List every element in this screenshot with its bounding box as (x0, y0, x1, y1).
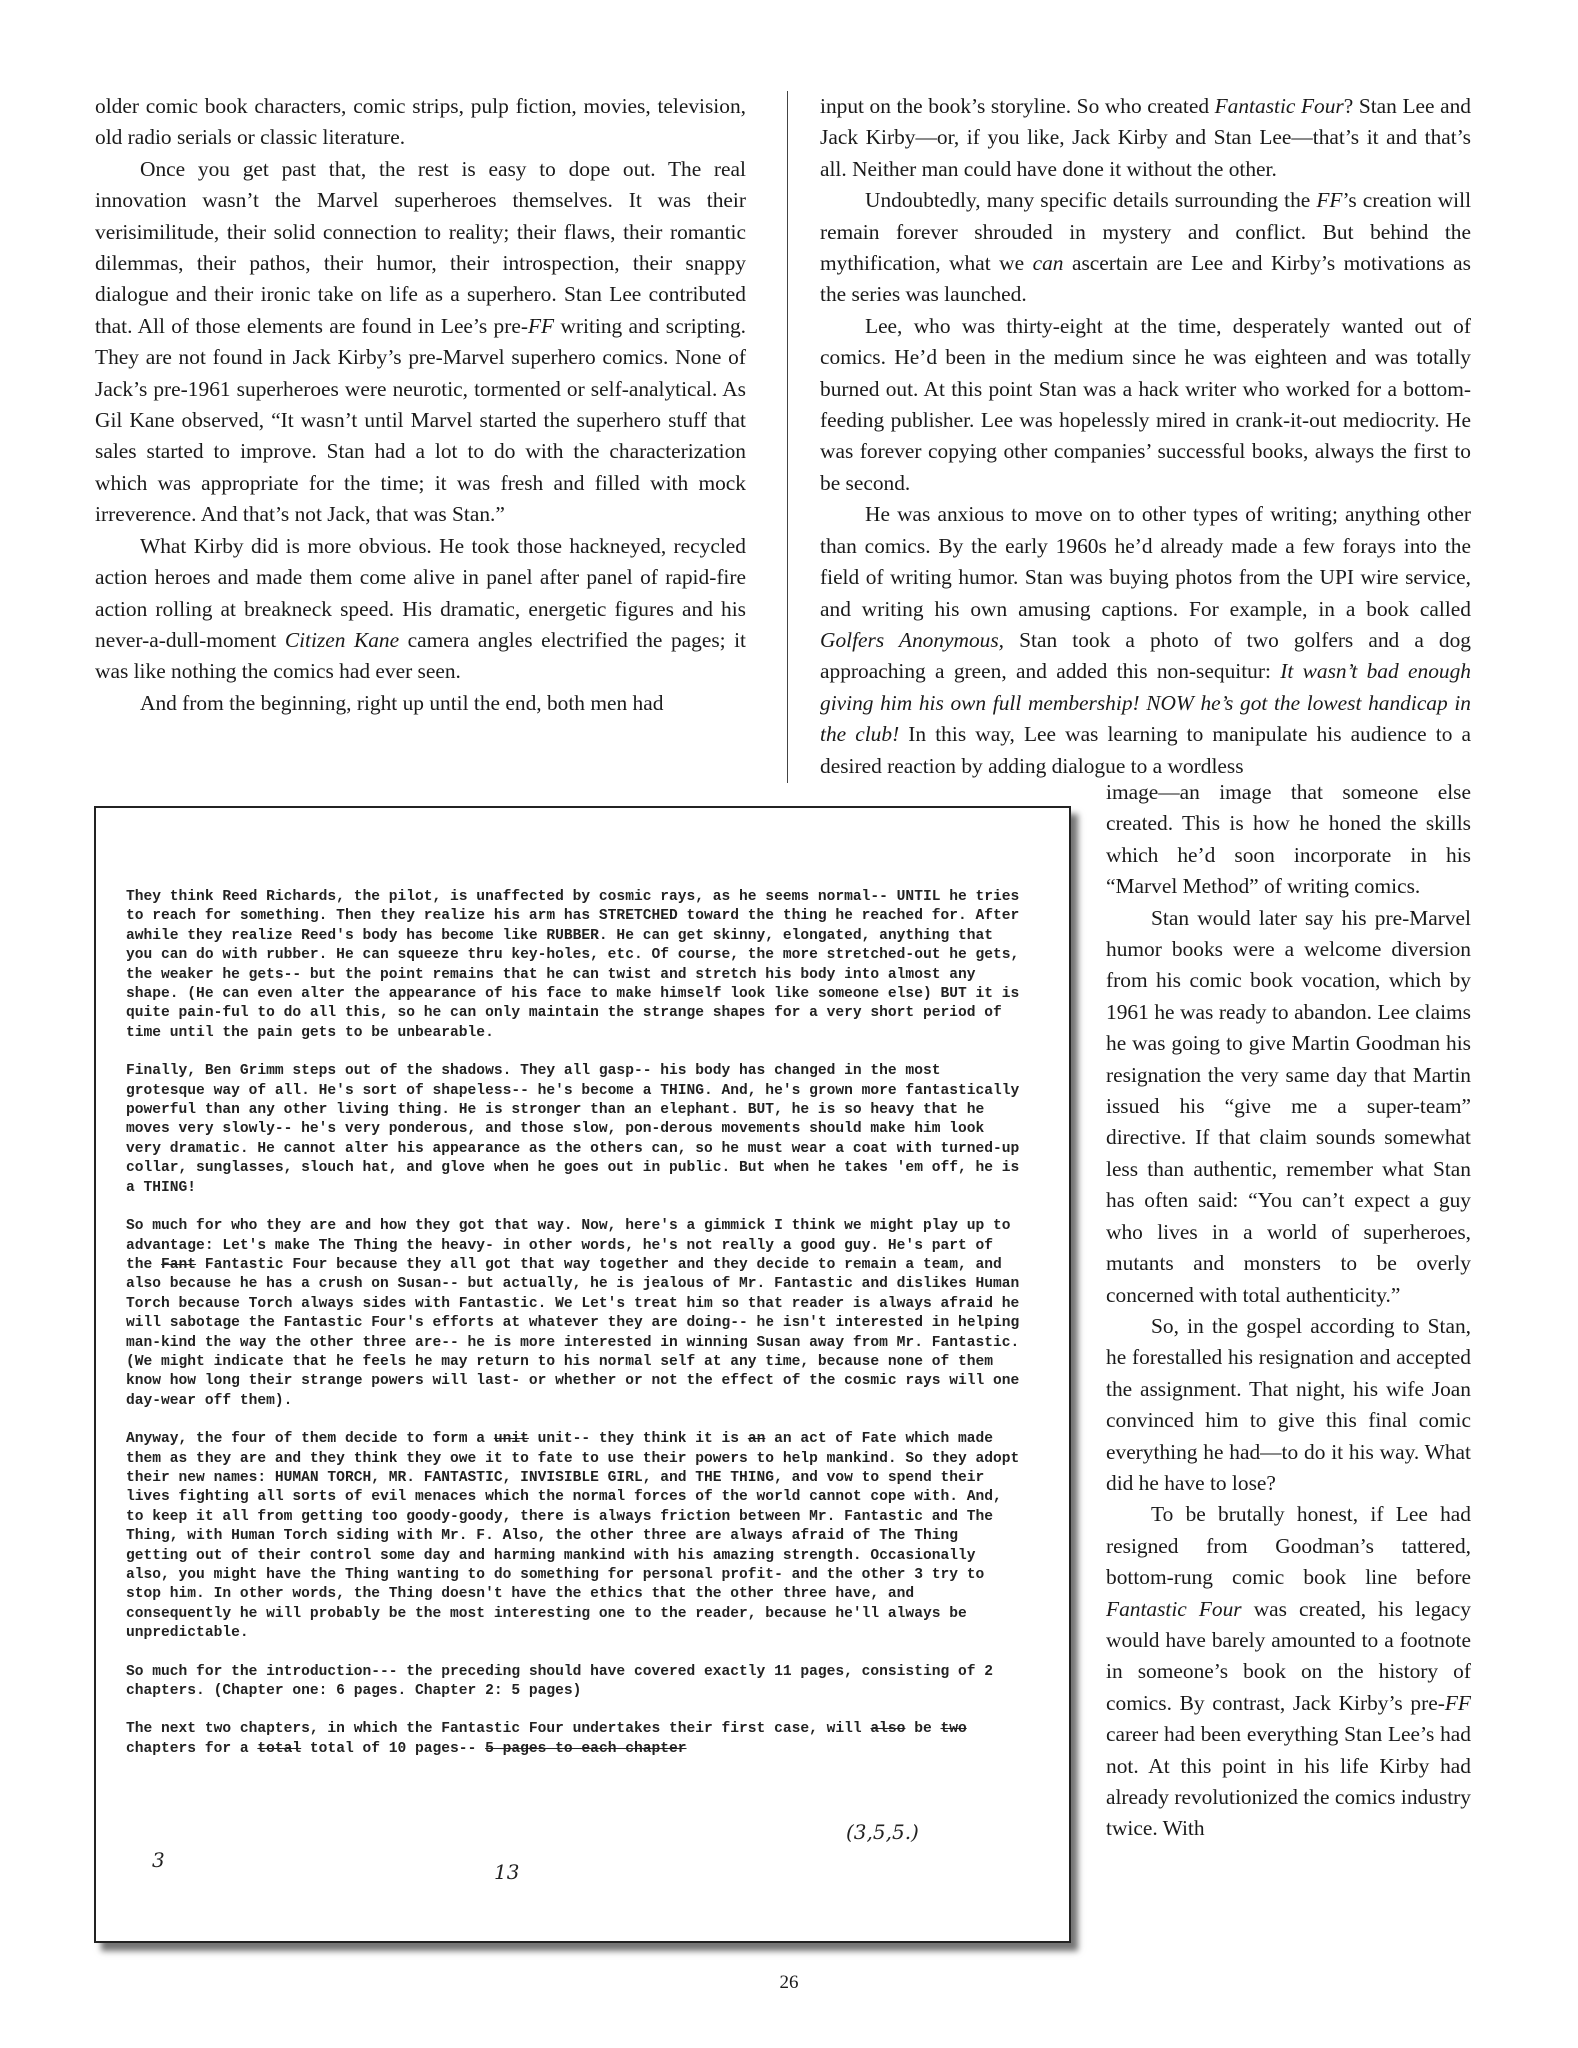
left-paragraph-4: And from the beginning, right up until the end, both men had (140, 690, 664, 715)
right-paragraph-2: Undoubtedly, many specific details surrounding the FF’s creation will remain forever shrouded in mystery and conflict. But behind the mythification, what we can ascertain are Lee and Kirby’s motivations as the series was launched. (820, 188, 1472, 307)
lower-paragraph-3: So, in the gospel according to Stan, he forestalled his resignation and accepted the assignment. That night, his wife Joan convinced him to give this final comic everything he had—to do it his way. What did he have to lose? (1106, 1313, 1471, 1495)
right-column (820, 91, 1471, 782)
typed-paragraph-5: So much for the introduction--- the preceding should have covered exactly 11 pages, consisting of 2 chapters. (Chapter one: 6 pages. Chapter 2: 5 pages) (126, 1663, 994, 1700)
typed-paragraph-6: The next two chapters, in which the Fantastic Four undertakes their first case, will also be two chapters for a total total of 10 pages-- 5 pages to each chapter (126, 1721, 967, 1757)
lower-paragraph-1: image—an image that someone else created. This is how he honed the skills which he’d soon incorporate in his “Marvel Method” of writing comics. (1106, 780, 1471, 899)
typed-paragraph-4: Anyway, the four of them decide to form a unit unit-- they think it is an an act of Fate which made them as they are and they think they owe it to fate to use their powers to help mankind. So they adopt their new names: HUMAN TORCH, MR. FANTASTIC, INVISIBLE GIRL, and THE THING, and vow to spend their lives fighting all sorts of evil menaces which the normal forces of the world cannot cope with. And, to keep it all from getting too goody-goody, there is always friction between Mr. Fantastic and The Thing, with Human Torch siding with Mr. F. Also, the other three are always afraid of The Thing getting out of their control some day and harming mankind with his amazing strength. Occasionally also, you might have the Thing wanting to do something for personal profit- and the other 3 try to stop him. In other words, the Thing doesn't have the ethics that the other three have, and consequently he will probably be the most interesting one to the reader, because he'll always be unpredictable. (126, 1431, 1020, 1642)
page-number: 26 (779, 1972, 799, 1993)
left-column (95, 91, 746, 719)
column-divider (787, 91, 788, 783)
typed-paragraph-2: Finally, Ben Grimm steps out of the shadows. They all gasp-- his body has changed in the most grotesque way of all. He's sort of shapeless-- he's become a THING. And, he's grown more fantastically powerful than any other living thing. He is stronger than an elephant. BUT, he is so heavy that he moves very slowly-- he's very ponderous, and those slow, pon-derous movements should make him look very dramatic. He cannot alter his appearance as the others can, so he must wear a coat with turned-up collar, sunglasses, slouch hat, and glove when he goes out in public. But when he takes 'em off, he is a THING! (126, 1063, 1020, 1196)
left-paragraph-2: Once you get past that, the rest is easy to dope out. The real innovation wasn’t the Marvel superheroes themselves. It was their verisimilitude, their solid connection to reality; their flaws, their romantic dilemmas, their pathos, their humor, their introspection, their snappy dialogue and their ironic take on life as a superhero. Stan Lee contributed that. All of those elements are found in Lee’s pre-FF writing and scripting. They are not found in Jack Kirby’s pre-Marvel superhero comics. None of Jack’s pre-1961 superheroes were neurotic, tormented or self-analytical. As Gil Kane observed, “It wasn’t until Marvel started the superhero stuff that sales started to improve. Stan had a lot to do with the characterization which was appropriate for the time; it was fresh and filled with mock irreverence. And that’s not Jack, that was Stan.” (95, 156, 746, 527)
handwritten-correction-3: 3 (152, 1848, 165, 1872)
left-paragraph-1: older comic book characters, comic strips, pulp fiction, movies, television, old radio serials or classic literature. (95, 94, 746, 150)
lower-paragraph-4: To be brutally honest, if Lee had resigned from Goodman’s tattered, bottom-rung comic book line before Fantastic Four was created, his legacy would have barely amounted to a footnote in someone’s book on the history of comics. By contrast, Jack Kirby’s pre-FF career had been everything Stan Lee’s had not. At this point in his life Kirby had already revolutionized the comics industry twice. With (1106, 1502, 1471, 1841)
typed-paragraph-3: So much for who they are and how they got that way. Now, here's a gimmick I think we might play up to advantage: Let's make The Thing the heavy- in other words, he's not really a good guy. He's part of the Fant Fantastic Four because they all got that way together and they decide to remain a team, and also because he has a crush on Susan-- but actually, he is jealous of Mr. Fantastic and dislikes Human Torch because Torch always sides with Fantastic. We Let's treat him so that reader is always afraid he will sabotage the Fantastic Four's efforts at whatever they are doing-- he isn't interested in helping man-kind the way the other three are-- he is more interested in winning Susan away from Mr. Fantastic. (We might indicate that he feels he may return to his normal self at any time, because none of them know how long their strange powers will last- or whether or not the effect of the cosmic rays will one day-wear off them). (126, 1218, 1020, 1409)
typed-paragraph-1: They think Reed Richards, the pilot, is unaffected by cosmic rays, as he seems normal-- UNTIL he tries to reach for something. Then they realize his arm has STRETCHED toward the thing he reached for. After awhile they realize Reed's body has become like RUBBER. He can get skinny, elongated, anything that you can do with rubber. He can squeeze thru key-holes, etc. Of course, the more stretched-out he gets, the weaker he gets-- but the point remains that he can twist and stretch his body into almost any shape. (He can even alter the appearance of his face to make himself look like someone else) BUT it is quite pain-ful to do all this, so he can only maintain the strange shapes for a very short period of time until the pain gets to be unbearable. (126, 889, 1020, 1041)
handwritten-correction-13: 13 (494, 1860, 520, 1884)
lower-paragraph-2: Stan would later say his pre-Marvel humor books were a welcome diversion from his comic book vocation, which by 1961 he was ready to abandon. Lee claims he was going to give Martin Goodman his resignation the very same day that Martin issued his “give me a super-team” directive. If that claim sounds somewhat less than authentic, remember what Stan has often said: “You can’t expect a guy who lives in a world of superheroes, mutants and monsters to be overly concerned with total authenticity.” (1106, 905, 1471, 1307)
right-paragraph-4: He was anxious to move on to other types of writing; anything other than comics. By the early 1960s he’d already made a few forays into the field of writing humor. Stan was buying photos from the UPI wire service, and writing his own amusing captions. For example, in a book called Golfers Anonymous, Stan took a photo of two golfers and a dog approaching a green, and added this non-sequitur: It wasn’t bad enough giving him his own full membership! NOW he’s got the lowest handicap in the club! In this way, Lee was learning to manipulate his audience to a desired reaction by adding dialogue to a wordless (820, 502, 1472, 778)
left-paragraph-3: What Kirby did is more obvious. He took those hackneyed, recycled action heroes and made them come alive in panel after panel of rapid-fire action rolling at breakneck speed. His dramatic, energetic figures and his never-a-dull-moment Citizen Kane camera angles electrified the pages; it was like nothing the comics had ever seen. (95, 533, 746, 684)
handwritten-page-breakdown: (3,5,5.) (846, 1820, 919, 1844)
right-paragraph-1: input on the book’s storyline. So who created Fantastic Four? Stan Lee and Jack Kirby—or, if you like, Jack Kirby and Stan Lee—that’s it and that’s all. Neither man could have done it without the other. (820, 94, 1471, 181)
typewritten-text (126, 888, 1026, 1778)
right-paragraph-3: Lee, who was thirty-eight at the time, desperately wanted out of comics. He’d been in the medium since he was eighteen and was totally burned out. At this point Stan was a hack writer who worked for a bottom-feeding publisher. Lee was hopelessly mired in crank-it-out mediocrity. He was forever copying other companies’ successful books, always the first to be second. (820, 313, 1471, 495)
typewritten-synopsis-image (94, 806, 1071, 1943)
right-lower-column (1106, 777, 1471, 1845)
